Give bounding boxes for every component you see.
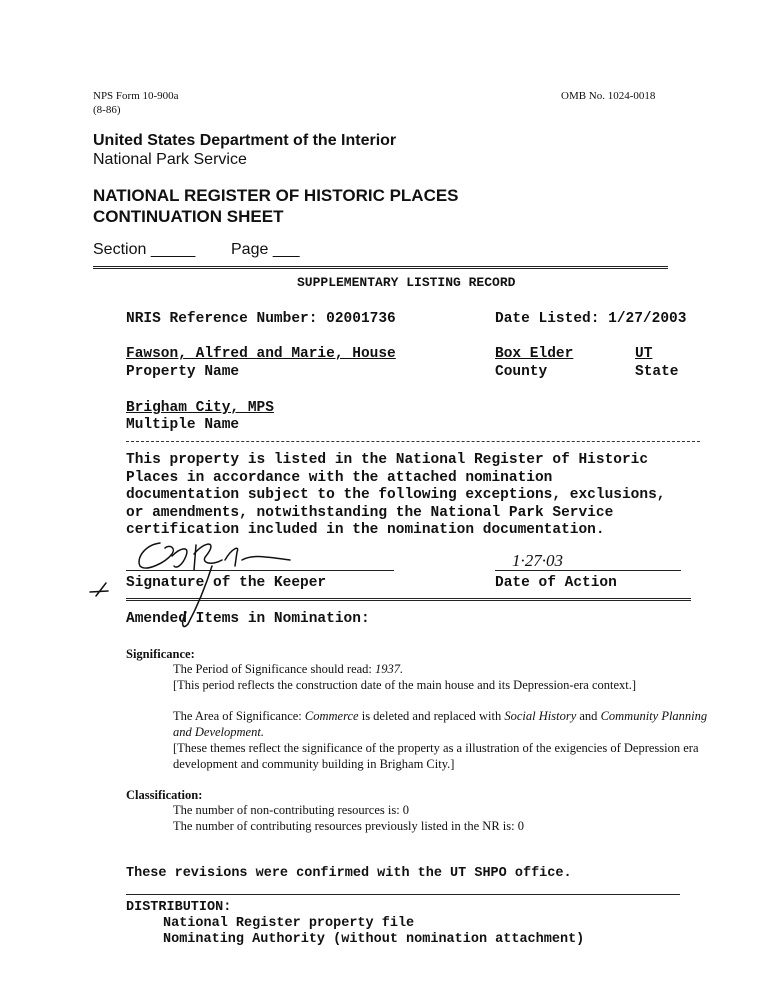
area-of-significance: The Area of Significance: Commerce is deleted and replaced with Social History and Community Planning [173, 709, 708, 723]
statement-line: or amendments, notwithstanding the National Park Service [126, 505, 614, 521]
omb-number: OMB No. 1024-0018 [561, 90, 656, 102]
period-of-significance: The Period of Significance should read: 1937. [173, 662, 404, 676]
section-field: Section _____ [93, 241, 196, 258]
amended-heading: Amended Items in Nomination: [126, 611, 370, 627]
county-label: County [495, 364, 548, 380]
form-id: NPS Form 10-900a [93, 90, 179, 102]
multiple-name-value: Brigham City, MPS [126, 400, 274, 416]
statement-line: certification included in the nomination documentation. [126, 522, 605, 538]
page-field: Page ___ [231, 241, 300, 258]
property-name-label: Property Name [126, 364, 240, 380]
date-of-action-label: Date of Action [495, 575, 617, 591]
multiple-name-label: Multiple Name [126, 417, 240, 433]
statement-line: This property is listed in the National Register of Historic [126, 452, 649, 468]
significance-heading: Significance: [126, 647, 195, 661]
signature-label: Signature of the Keeper [126, 575, 327, 591]
department-name: United States Department of the Interior [93, 132, 397, 149]
county-value: Box Elder [495, 346, 574, 362]
statement-line: Places in accordance with the attached nomination [126, 470, 553, 486]
agency-name: National Park Service [93, 151, 247, 168]
property-name-value: Fawson, Alfred and Marie, House [126, 346, 396, 362]
shpo-confirmation: These revisions were confirmed with the UT SHPO office. [126, 866, 572, 881]
area-note: [These themes reflect the significance of the property as a illustration of the exigencies of Depression era development and community building in Brigham City.] [173, 741, 699, 771]
nris-reference: NRIS Reference Number: 02001736 [126, 311, 396, 327]
area-of-significance-cont: and Development. [173, 725, 264, 739]
record-heading: SUPPLEMENTARY LISTING RECORD [297, 275, 516, 290]
statement-line: documentation subject to the following exceptions, exclusions, [126, 487, 666, 503]
period-note: [This period reflects the construction date of the main house and its Depression-era context.] [173, 678, 637, 692]
classification-heading: Classification: [126, 788, 203, 802]
distribution-heading: DISTRIBUTION: [126, 900, 232, 915]
form-date: (8-86) [93, 104, 121, 116]
contributing-count: The number of contributing resources previously listed in the NR is: 0 [173, 819, 524, 833]
form-title-line1: NATIONAL REGISTER OF HISTORIC PLACES [93, 186, 459, 205]
state-label: State [635, 364, 679, 380]
date-of-action-handwritten: 1·27·03 [512, 551, 563, 570]
noncontributing-count: The number of non-contributing resources is: 0 [173, 803, 410, 817]
distribution-divider [126, 894, 680, 895]
distribution-item: National Register property file [163, 916, 415, 931]
form-title-line2: CONTINUATION SHEET [93, 207, 284, 226]
distribution-item: Nominating Authority (without nomination attachment) [163, 932, 585, 947]
date-listed: Date Listed: 1/27/2003 [495, 311, 687, 327]
state-value: UT [635, 346, 653, 362]
